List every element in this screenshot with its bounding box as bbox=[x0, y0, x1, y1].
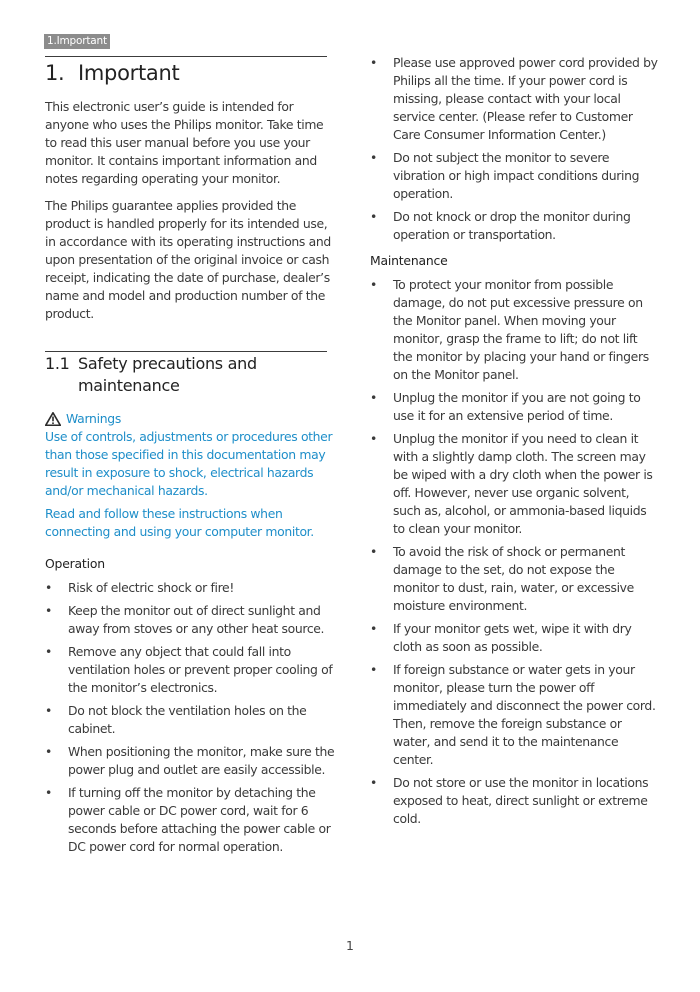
warnings-paragraph-1: Use of controls, adjustments or procedures other than those specified in this documentation may result in exposure to shock, electrical hazards and/or mechanical hazards. bbox=[45, 429, 333, 498]
intro-paragraph-1: This electronic user’s guide is intended for anyone who uses the Philips monitor. Take time to read this user manual before you use your monitor. It contains important information and notes regarding operating your monitor. bbox=[45, 99, 324, 186]
list-item: • To protect your monitor from possible damage, do not put excessive pressure on the Monitor panel. When moving your monitor, grasp the frame to lift; do not lift the monitor by placing your hand or fingers on the Monitor panel. bbox=[370, 277, 649, 382]
chapter-title bbox=[45, 60, 179, 86]
chapter-title-text: Important bbox=[78, 61, 180, 85]
list-item: • Do not block the ventilation holes on the cabinet. bbox=[45, 703, 307, 736]
maintenance-list bbox=[370, 276, 660, 833]
list-item: • Do not knock or drop the monitor during operation or transportation. bbox=[370, 209, 631, 242]
warning-triangle-icon bbox=[45, 412, 61, 426]
list-item: • Please use approved power cord provided by Philips all the time. If your power cord is missing, please contact with your local service center. (Please refer to Customer Care Consumer Information Center.) bbox=[370, 55, 658, 142]
list-item: • If turning off the monitor by detaching the power cable or DC power cord, wait for 6 seconds before attaching the power cable or DC power cord for normal operation. bbox=[45, 785, 331, 854]
list-item: • Do not store or use the monitor in locations exposed to heat, direct sunlight or extreme cold. bbox=[370, 775, 649, 826]
chapter-rule bbox=[45, 56, 327, 57]
warnings-heading bbox=[45, 410, 121, 428]
list-item: • Risk of electric shock or fire! bbox=[45, 580, 234, 595]
section-number: 1.1 bbox=[45, 354, 70, 373]
list-item: • If your monitor gets wet, wipe it with dry cloth as soon as possible. bbox=[370, 621, 632, 654]
list-item: • Do not subject the monitor to severe vibration or high impact conditions during operation. bbox=[370, 150, 640, 201]
section-rule bbox=[45, 351, 327, 352]
intro-paragraph-2: The Philips guarantee applies provided the product is handled properly for its intended use, in accordance with its operating instructions and upon presentation of the original invoice or cash receipt, indicating the date of purchase, dealer’s name and model and production number of the product. bbox=[45, 198, 331, 321]
list-item: • When positioning the monitor, make sure the power plug and outlet are easily accessible. bbox=[45, 744, 335, 777]
maintenance-heading: Maintenance bbox=[370, 253, 448, 268]
running-header-tab: 1.Important bbox=[44, 34, 110, 49]
list-item: • Unplug the monitor if you need to clean it with a slightly damp cloth. The screen may be wiped with a dry cloth when the power is off. However, never use organic solvent, such as, alcohol, or ammonia-based liquids to clean your monitor. bbox=[370, 431, 653, 536]
operation-list-right bbox=[370, 54, 660, 249]
list-item: • Unplug the monitor if you are not going to use it for an extensive period of time. bbox=[370, 390, 641, 423]
section-title-text: Safety precautions and maintenance bbox=[78, 354, 257, 395]
operation-heading: Operation bbox=[45, 556, 105, 571]
chapter-number: 1. bbox=[45, 61, 65, 85]
list-item: • Keep the monitor out of direct sunlight and away from stoves or any other heat source. bbox=[45, 603, 325, 636]
warnings-heading-text: Warnings bbox=[66, 411, 121, 426]
section-title bbox=[45, 353, 335, 397]
list-item: • Remove any object that could fall into ventilation holes or prevent proper cooling of the monitor’s electronics. bbox=[45, 644, 333, 695]
warnings-paragraph-2: Read and follow these instructions when connecting and using your computer monitor. bbox=[45, 506, 314, 539]
list-item: • If foreign substance or water gets in your monitor, please turn the power off immediately and disconnect the power cord. Then, remove the foreign substance or water, and send it to the maintenance center. bbox=[370, 662, 656, 767]
operation-list-left bbox=[45, 579, 335, 861]
page-number: 1 bbox=[346, 938, 354, 953]
list-item: • To avoid the risk of shock or permanent damage to the set, do not expose the monitor to dust, rain, water, or excessive moisture environment. bbox=[370, 544, 634, 613]
